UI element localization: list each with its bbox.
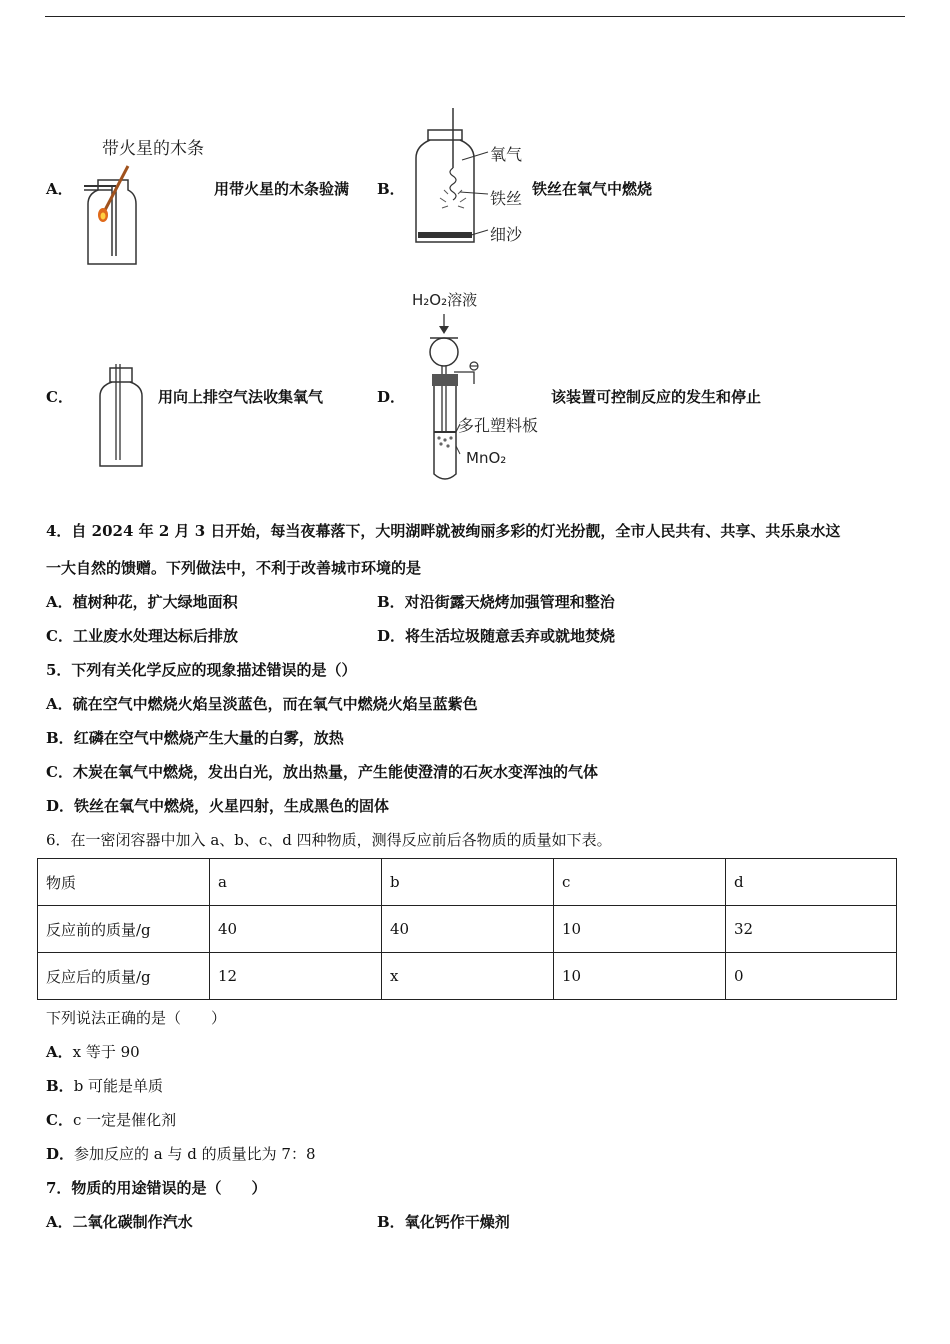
- table-header-row: [38, 859, 897, 906]
- table-row: [38, 953, 897, 1000]
- q3-option-b-label: B．: [377, 180, 405, 198]
- q5-option-c: [46, 761, 598, 782]
- option-text: 参加反应的 a 与 d 的质量比为 7：8: [74, 1145, 316, 1163]
- option-text: c 一定是催化剂: [72, 1111, 177, 1129]
- option-text: 将生活垃圾随意丢弃或就地焚烧: [405, 627, 616, 645]
- q6-stem: 6．在一密闭容器中加入 a、b、c、d 四种物质，测得反应前后各物质的质量如下表。: [46, 831, 612, 849]
- table-row: [38, 906, 897, 953]
- gas-bottle-splint-figure: [80, 160, 150, 270]
- option-text: 二氧化碳制作汽水: [72, 1213, 193, 1231]
- q6-question: 下列说法正确的是（ ）: [46, 1009, 227, 1027]
- q3-a-figure-caption: 带火星的木条: [102, 139, 204, 159]
- q5-option-b: [46, 727, 344, 748]
- table-cell: 40: [382, 906, 554, 953]
- option-text: 木炭在氧气中燃烧，发出白光，放出热量，产生能使澄清的石灰水变浑浊的气体: [72, 763, 598, 781]
- q6-option-a: [46, 1041, 140, 1062]
- table-header-cell: b: [382, 859, 554, 906]
- header-rule: [45, 16, 905, 17]
- table-header-cell: 物质: [38, 859, 210, 906]
- q4-stem-line2: 一大自然的馈赠。下列做法中，不利于改善城市环境的是: [46, 559, 422, 577]
- option-label: A．: [46, 593, 73, 611]
- q4-option-a: [46, 591, 238, 612]
- iron-wire-label: 铁丝: [490, 189, 523, 208]
- q6-option-c: [46, 1109, 176, 1130]
- q3-option-c-label: C．: [46, 388, 73, 406]
- q3-option-d-label: D．: [377, 388, 406, 406]
- q3-option-b-text: 铁丝在氧气中燃烧: [532, 180, 653, 198]
- option-label: C．: [46, 1111, 73, 1129]
- q4-stem-line1: 4．自 2024 年 2 月 3 日开始，每当夜幕落下，大明湖畔就被绚丽多彩的灯光扮靓，全市人民共有、共享、共乐泉水这: [46, 522, 841, 540]
- mno2-label: MnO₂: [466, 449, 507, 467]
- table-cell: 10: [554, 906, 726, 953]
- table-cell: 反应前的质量/g: [38, 906, 210, 953]
- q7-option-b: [377, 1211, 510, 1232]
- iron-wire-bottle-figure: [410, 108, 490, 248]
- oxygen-label: 氧气: [490, 145, 523, 164]
- option-text: 硫在空气中燃烧火焰呈淡蓝色，而在氧气中燃烧火焰呈蓝紫色: [72, 695, 478, 713]
- q4-option-d: [377, 625, 615, 646]
- option-label: D．: [377, 627, 406, 645]
- option-label: A．: [46, 1043, 73, 1061]
- option-label: D．: [46, 1145, 75, 1163]
- option-text: 工业废水处理达标后排放: [72, 627, 238, 645]
- q3-option-c-text: 用向上排空气法收集氧气: [158, 388, 324, 406]
- option-label: C．: [46, 763, 73, 781]
- option-label: D．: [46, 797, 75, 815]
- option-label: A．: [46, 695, 73, 713]
- option-label: B．: [377, 1213, 405, 1231]
- table-cell: 10: [554, 953, 726, 1000]
- q5-option-d: [46, 795, 389, 816]
- q3-option-a-text: 用带火星的木条验满: [214, 180, 350, 198]
- q4-option-c: [46, 625, 238, 646]
- q3-option-d-text: 该装置可控制反应的发生和停止: [551, 388, 762, 406]
- option-text: 铁丝在氧气中燃烧，火星四射，生成黑色的固体: [74, 797, 390, 815]
- q5-stem: 5．下列有关化学反应的现象描述错误的是（）: [46, 661, 357, 679]
- option-label: B．: [46, 1077, 74, 1095]
- fine-sand-label: 细沙: [490, 225, 523, 244]
- h2o2-solution-label: H₂O₂溶液: [412, 291, 478, 309]
- option-text: b 可能是单质: [73, 1077, 164, 1095]
- q7-stem: 7．物质的用途错误的是（ ）: [46, 1179, 267, 1197]
- option-text: 氧化钙作干燥剂: [404, 1213, 510, 1231]
- q6-option-d: [46, 1143, 316, 1164]
- q3-option-a-label: A．: [46, 180, 73, 198]
- option-label: C．: [46, 627, 73, 645]
- mass-table: [37, 858, 897, 1000]
- option-text: 植树种花，扩大绿地面积: [72, 593, 238, 611]
- table-cell: 0: [726, 953, 897, 1000]
- q6-option-b: [46, 1075, 163, 1096]
- table-cell: 40: [210, 906, 382, 953]
- q5-option-a: [46, 693, 478, 714]
- table-header-cell: c: [554, 859, 726, 906]
- table-header-cell: d: [726, 859, 897, 906]
- table-cell: 12: [210, 953, 382, 1000]
- option-label: A．: [46, 1213, 73, 1231]
- option-text: x 等于 90: [72, 1043, 140, 1061]
- table-cell: x: [382, 953, 554, 1000]
- option-text: 红磷在空气中燃烧产生大量的白雾，放热: [73, 729, 344, 747]
- q7-option-a: [46, 1211, 193, 1232]
- table-cell: 反应后的质量/g: [38, 953, 210, 1000]
- table-header-cell: a: [210, 859, 382, 906]
- perforated-plate-label: 多孔塑料板: [458, 416, 539, 435]
- option-label: B．: [377, 593, 405, 611]
- option-text: 对沿街露天烧烤加强管理和整治: [404, 593, 615, 611]
- q4-option-b: [377, 591, 615, 612]
- option-label: B．: [46, 729, 74, 747]
- table-cell: 32: [726, 906, 897, 953]
- gas-collection-bottle-figure: [96, 364, 146, 470]
